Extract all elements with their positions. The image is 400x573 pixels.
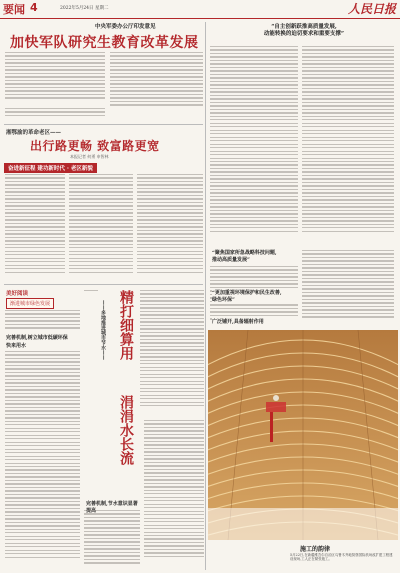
feature-col-b [84, 510, 140, 568]
feature-col-c [144, 420, 204, 568]
newspaper-logo: 人民日报 [347, 2, 396, 16]
top-story-col-2 [110, 52, 203, 115]
left-col-text-2 [5, 351, 80, 569]
feature-subtitle: ——多地推进城市节水—— [100, 300, 106, 360]
issue-date: 2022年5月24日 星期二 [60, 6, 109, 11]
top-story-col-1 [5, 52, 105, 107]
left-col-text-1 [5, 310, 80, 332]
right-box-title: “自主创新跃推高质量发展, 动能转换的迫切要求和重要支撑” [263, 24, 345, 37]
right-sub-head-3: 广泛铺开,具备辐射作用 [212, 318, 302, 325]
top-story-headline: 加快军队研究生教育改革发展 [10, 35, 199, 51]
column-divider [205, 22, 206, 570]
left-col-head-2: 快来用水 [6, 343, 27, 349]
right-col-4 [302, 250, 394, 326]
divider [4, 124, 203, 125]
photo-image [208, 330, 398, 540]
feature-sub-head: 完善机制,节水意识显著 [86, 501, 138, 507]
feature-title-1: 精打细算用 [118, 290, 134, 360]
right-sub-head-2: “更加重视环境保护和民生改善, 绿色环保” [212, 290, 302, 303]
middle-story-col-1 [5, 174, 65, 280]
divider [4, 284, 203, 285]
section-name: 要闻 [3, 3, 25, 16]
top-story-col-1b [5, 108, 105, 120]
column-tag: 美好阅读 [6, 291, 29, 297]
construction-photo [208, 330, 398, 540]
photo-caption-title: 施工的韵律 [300, 546, 331, 553]
feature-col-a [140, 290, 204, 415]
middle-story-headline: 出行路更畅 致富路更宽 [30, 139, 160, 153]
series-banner: 奋进新征程 建功新时代 · 老区新貌 [4, 163, 97, 173]
top-story-kicker: 中央军委办公厅印发意见 [95, 24, 156, 30]
feature-byline-col [84, 290, 98, 490]
page-number: 4 [30, 1, 38, 14]
middle-story-col-2 [69, 174, 133, 280]
middle-story-col-3 [137, 174, 203, 280]
feature-title-2: 涓涓水长流 [118, 395, 134, 465]
right-col-1 [210, 46, 298, 246]
middle-story-byline: 本报记者 何勇 申智林 [70, 154, 109, 159]
right-sub-head-1: “聚焦国家所急战略科技问题, 推动高质量发展” [212, 250, 277, 263]
left-col-head: 完善机制,树立城市低碳环保 [6, 335, 68, 341]
middle-story-kicker: 湘鄂渝的革命老区—— [6, 130, 62, 136]
right-col-2 [302, 46, 394, 246]
photo-caption-text: 5月22日,在新疆维吾尔自治区乌鲁木齐地窝堡国际机场改扩建工程建设现场,工人正在紧张施工。 [290, 553, 393, 561]
column-subtitle: 渐进城市绿色发展 [6, 298, 54, 309]
